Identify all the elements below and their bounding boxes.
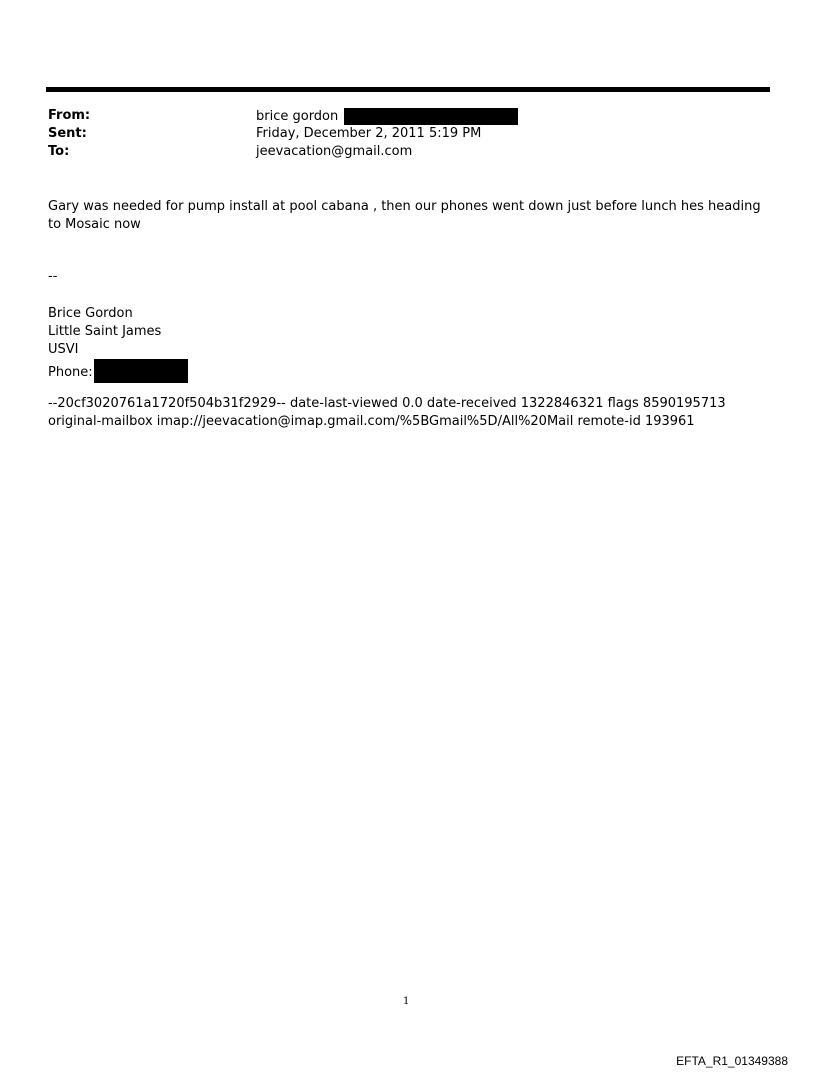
to-value: jeevacation@gmail.com [256, 144, 413, 159]
signature-place: Little Saint James [48, 324, 162, 339]
signature-name: Brice Gordon [48, 306, 133, 321]
redaction-box [94, 359, 188, 383]
document-id: EFTA_R1_01349388 [676, 1054, 788, 1068]
signature-region: USVI [48, 342, 79, 357]
message-metadata: --20cf3020761a1720f504b31f2929-- date-last-viewed 0.0 date-received 1322846321 flags 8590195713 original-mailbox imap://jeevacation@imap.gmail.com/%5BGmail%5D/All%20Mail remote-id 193961 [48, 396, 726, 429]
sent-label: Sent: [48, 126, 87, 141]
page-number: 1 [403, 996, 410, 1007]
phone-label: Phone: [48, 365, 93, 380]
to-label: To: [48, 144, 70, 159]
from-name: brice gordon [256, 109, 339, 124]
from-label: From: [48, 108, 91, 123]
from-value [256, 108, 518, 125]
signature-phone [48, 359, 772, 383]
message-body: Gary was needed for pump install at pool cabana , then our phones went down just before lunch hes heading to Mosaic now [48, 199, 761, 232]
header-rule [46, 87, 770, 92]
redaction-box [344, 108, 518, 125]
sent-value: Friday, December 2, 2011 5:19 PM [256, 126, 482, 141]
signature-separator: -- [48, 269, 58, 284]
